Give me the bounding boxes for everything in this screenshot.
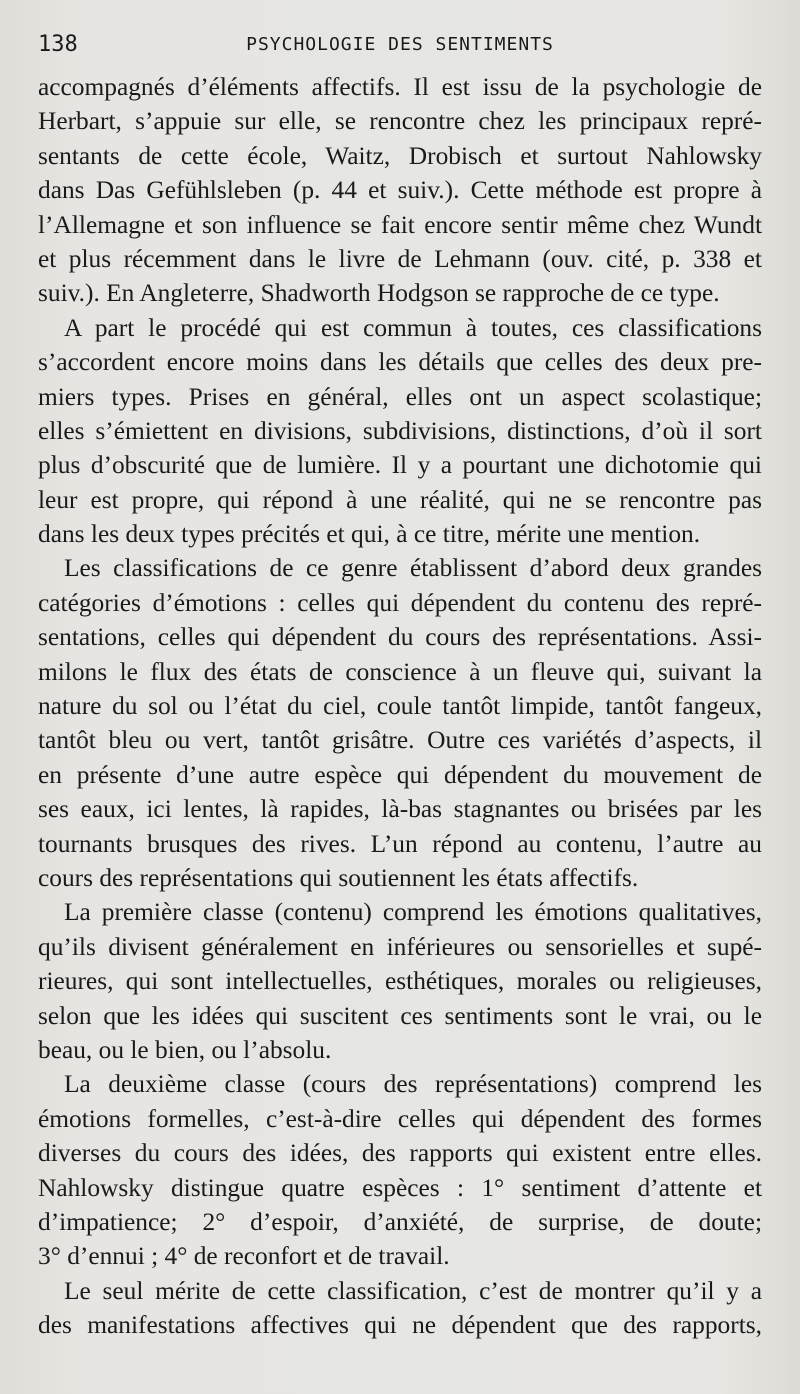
text-line: La première classe (contenu) comprend les émotions qualitatives,: [64, 898, 762, 927]
page-header: [38, 32, 762, 62]
text-line: rieures, qui sont intellectuelles, esthétiques, morales ou religieuses,: [38, 967, 762, 996]
text-line: d’impatience; 2° d’espoir, d’anxiété, de surprise, de doute;: [38, 1207, 762, 1236]
text-line: Nahlowsky distingue quatre espèces : 1° sentiment d’attente et: [38, 1173, 762, 1202]
text-line: ses eaux, ici lentes, là rapides, là-bas stagnantes ou brisées par les: [38, 795, 762, 824]
text-line: milons le flux des états de conscience à un fleuve qui, suivant la: [38, 657, 762, 686]
text-line: A part le procédé qui est commun à toutes, ces classifications: [64, 313, 762, 342]
text-line: s’accordent encore moins dans les détails que celles des deux pre-: [38, 348, 762, 377]
text-line: tantôt bleu ou vert, tantôt grisâtre. Outre ces variétés d’aspects, il: [38, 726, 762, 755]
text-line: sentants de cette école, Waitz, Drobisch et surtout Nahlowsky: [38, 141, 762, 170]
text-line: émotions formelles, c’est-à-dire celles qui dépendent des formes: [38, 1104, 762, 1133]
page-number: 138: [38, 32, 78, 57]
text-line: accompagnés d’éléments affectifs. Il est issu de la psychologie de: [38, 73, 762, 101]
text-line: catégories d’émotions : celles qui dépendent du contenu des repré-: [38, 588, 762, 617]
text-line: tournants brusques des rives. L’un répond au contenu, l’autre au: [38, 829, 762, 858]
text-line: dans Das Gefühlsleben (p. 44 et suiv.). Cette méthode est propre à: [38, 176, 762, 205]
text-line: Le seul mérite de cette classification, c’est de montrer qu’il y a: [64, 1276, 762, 1305]
text-line: 3° d’ennui ; 4° de reconfort et de travail.: [38, 1242, 450, 1271]
text-line: suiv.). En Angleterre, Shadworth Hodgson se rapproche de ce type.: [38, 279, 720, 308]
text-line: des manifestations affectives qui ne dépendent que des rapports,: [38, 1311, 762, 1340]
text-line: selon que les idées qui suscitent ces sentiments sont le vrai, ou le: [38, 1001, 762, 1030]
text-line: leur est propre, qui répond à une réalité, qui ne se rencontre pas: [38, 485, 762, 514]
text-line: miers types. Prises en général, elles ont un aspect scolastique;: [38, 382, 762, 411]
text-line: plus d’obscurité que de lumière. Il y a pourtant une dichotomie qui: [38, 451, 762, 480]
text-line: Herbart, s’appuie sur elle, se rencontre chez les principaux repré-: [38, 107, 762, 136]
text-line: sentations, celles qui dépendent du cours des représentations. Assi-: [38, 623, 762, 652]
text-line: Les classifications de ce genre établissent d’abord deux grandes: [64, 554, 762, 583]
text-line: l’Allemagne et son influence se fait encore sentir même chez Wundt: [38, 210, 762, 239]
text-line: et plus récemment dans le livre de Lehmann (ouv. cité, p. 338 et: [38, 244, 762, 273]
body-text: [38, 70, 762, 1342]
running-title: PSYCHOLOGIE DES SENTIMENTS: [246, 34, 554, 55]
text-line: qu’ils divisent généralement en inférieures ou sensorielles et supé-: [38, 932, 762, 961]
text-line: La deuxième classe (cours des représentations) comprend les: [64, 1070, 762, 1099]
text-line: nature du sol ou l’état du ciel, coule tantôt limpide, tantôt fangeux,: [38, 692, 762, 721]
text-line: cours des représentations qui soutiennent les états affectifs.: [38, 863, 639, 892]
text-line: elles s’émiettent en divisions, subdivisions, distinctions, d’où il sort: [38, 416, 762, 445]
text-line: dans les deux types précités et qui, à ce titre, mérite une mention.: [38, 520, 701, 549]
text-line: beau, ou le bien, ou l’absolu.: [38, 1035, 332, 1064]
text-line: en présente d’une autre espèce qui dépendent du mouvement de: [38, 760, 762, 789]
text-line: diverses du cours des idées, des rapports qui existent entre elles.: [38, 1139, 762, 1168]
